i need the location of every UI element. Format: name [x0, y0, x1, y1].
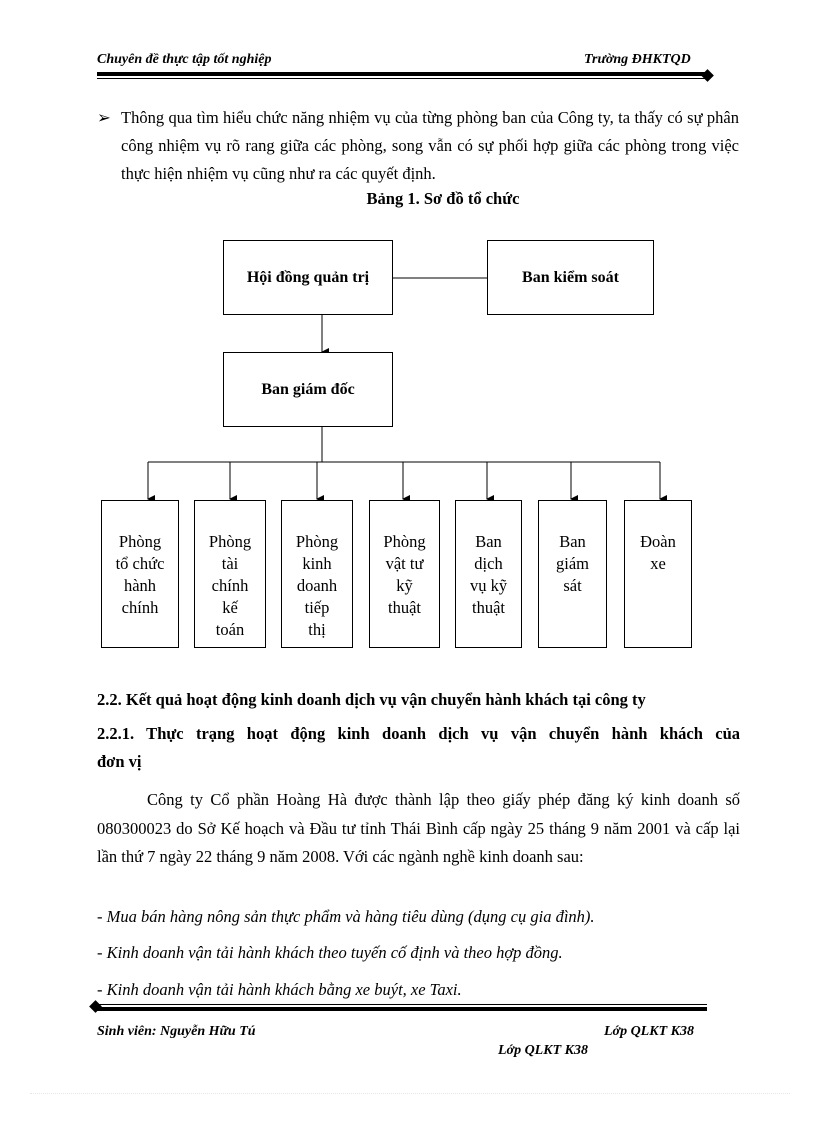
header-left: Chuyên đề thực tập tốt nghiệp [97, 52, 272, 67]
dept-line: Ban [475, 532, 502, 551]
dept-line: hành [123, 576, 157, 595]
dept-box-supervision [538, 500, 607, 648]
company-paragraph: Công ty Cổ phần Hoàng Hà được thành lập theo giấy phép đăng ký kinh doanh số 080300023 do Sở Kế hoạch và Đầu tư tỉnh Thái Bình cấp ngày 25 tháng 9 năm 2001 và cấp lại lần thứ 7 ngày 22 tháng 9 năm 2008. Với các ngành nghề kinh doanh sau: [97, 790, 740, 866]
dept-line: Phòng [383, 532, 426, 551]
dept-line: Phòng [118, 532, 162, 551]
dept-line: giám [556, 554, 589, 573]
dept-line: toán [215, 620, 245, 639]
dept-line: sát [563, 576, 582, 595]
footer-student: Sinh viên: Nguyễn Hữu Tú [97, 1024, 256, 1039]
dept-line: doanh [296, 576, 338, 595]
section-2-2-1-heading-cont: đơn vị [97, 752, 142, 771]
header-right: Trường ĐHKTQD [584, 52, 691, 67]
dept-line: thuật [472, 598, 505, 617]
dept-line: vật tư [385, 554, 424, 573]
dept-line: thuật [388, 598, 421, 617]
dept-line: tổ chức [115, 554, 165, 573]
chart-title: Bảng 1. Sơ đồ tổ chức [366, 189, 520, 208]
dept-line: kinh [302, 554, 332, 573]
page-edge-divider [30, 1093, 790, 1094]
supervisory-box: Ban kiểm soát [487, 240, 654, 315]
dept-line: kỹ [396, 576, 413, 595]
dept-line: Đoàn [640, 532, 676, 551]
intro-paragraph: Thông qua tìm hiểu chức năng nhiệm vụ của từng phòng ban của Công ty, ta thấy có sự phân công nhiệm vụ rõ rang giữa các phòng, song vẫn có sự phối hợp giữa các phòng trong việc thực hiện nhiệm vụ cũng như ra các quyết định. [121, 108, 739, 183]
business-item: - Kinh doanh vận tải hành khách theo tuyến cố định và theo hợp đồng. [97, 943, 563, 962]
dept-line: tài [221, 554, 239, 573]
dept-line: Phòng [295, 532, 339, 551]
section-2-2-heading: 2.2. Kết quả hoạt động kinh doanh dịch vụ vận chuyển hành khách tại công ty [97, 690, 646, 709]
dept-line: kế [222, 598, 238, 617]
dept-box-materials [369, 500, 440, 648]
dept-line: vụ kỹ [469, 576, 508, 595]
dept-line: tiếp [304, 598, 330, 617]
dept-box-hr [101, 500, 179, 648]
dept-line: Phòng [208, 532, 252, 551]
directors-box: Ban giám đốc [223, 352, 393, 427]
footer-class-repeat: Lớp QLKT K38 [498, 1043, 588, 1058]
board-box: Hội đồng quản trị [223, 240, 393, 315]
dept-box-tech-service [455, 500, 522, 648]
dept-line: xe [650, 554, 666, 573]
dept-line: chính [211, 576, 249, 595]
section-2-2-1-heading: 2.2.1. Thực trạng hoạt động kinh doanh dịch vụ vận chuyển hành khách của [97, 724, 740, 743]
dept-line: Ban [559, 532, 586, 551]
footer-class: Lớp QLKT K38 [604, 1024, 694, 1039]
dept-box-marketing [281, 500, 353, 648]
business-item: - Kinh doanh vận tải hành khách bằng xe buýt, xe Taxi. [97, 980, 462, 999]
dept-line: dịch [474, 554, 503, 573]
dept-line: thị [308, 620, 326, 639]
footer-rule-thin [97, 1004, 707, 1005]
business-item: - Mua bán hàng nông sản thực phẩm và hàng tiêu dùng (dụng cụ gia đình). [97, 907, 595, 926]
dept-line: chính [121, 598, 159, 617]
footer-rule-thick [97, 1007, 707, 1011]
dept-box-finance [194, 500, 266, 648]
bullet-arrow-icon: ➢ [97, 108, 111, 127]
dept-box-fleet [624, 500, 692, 648]
